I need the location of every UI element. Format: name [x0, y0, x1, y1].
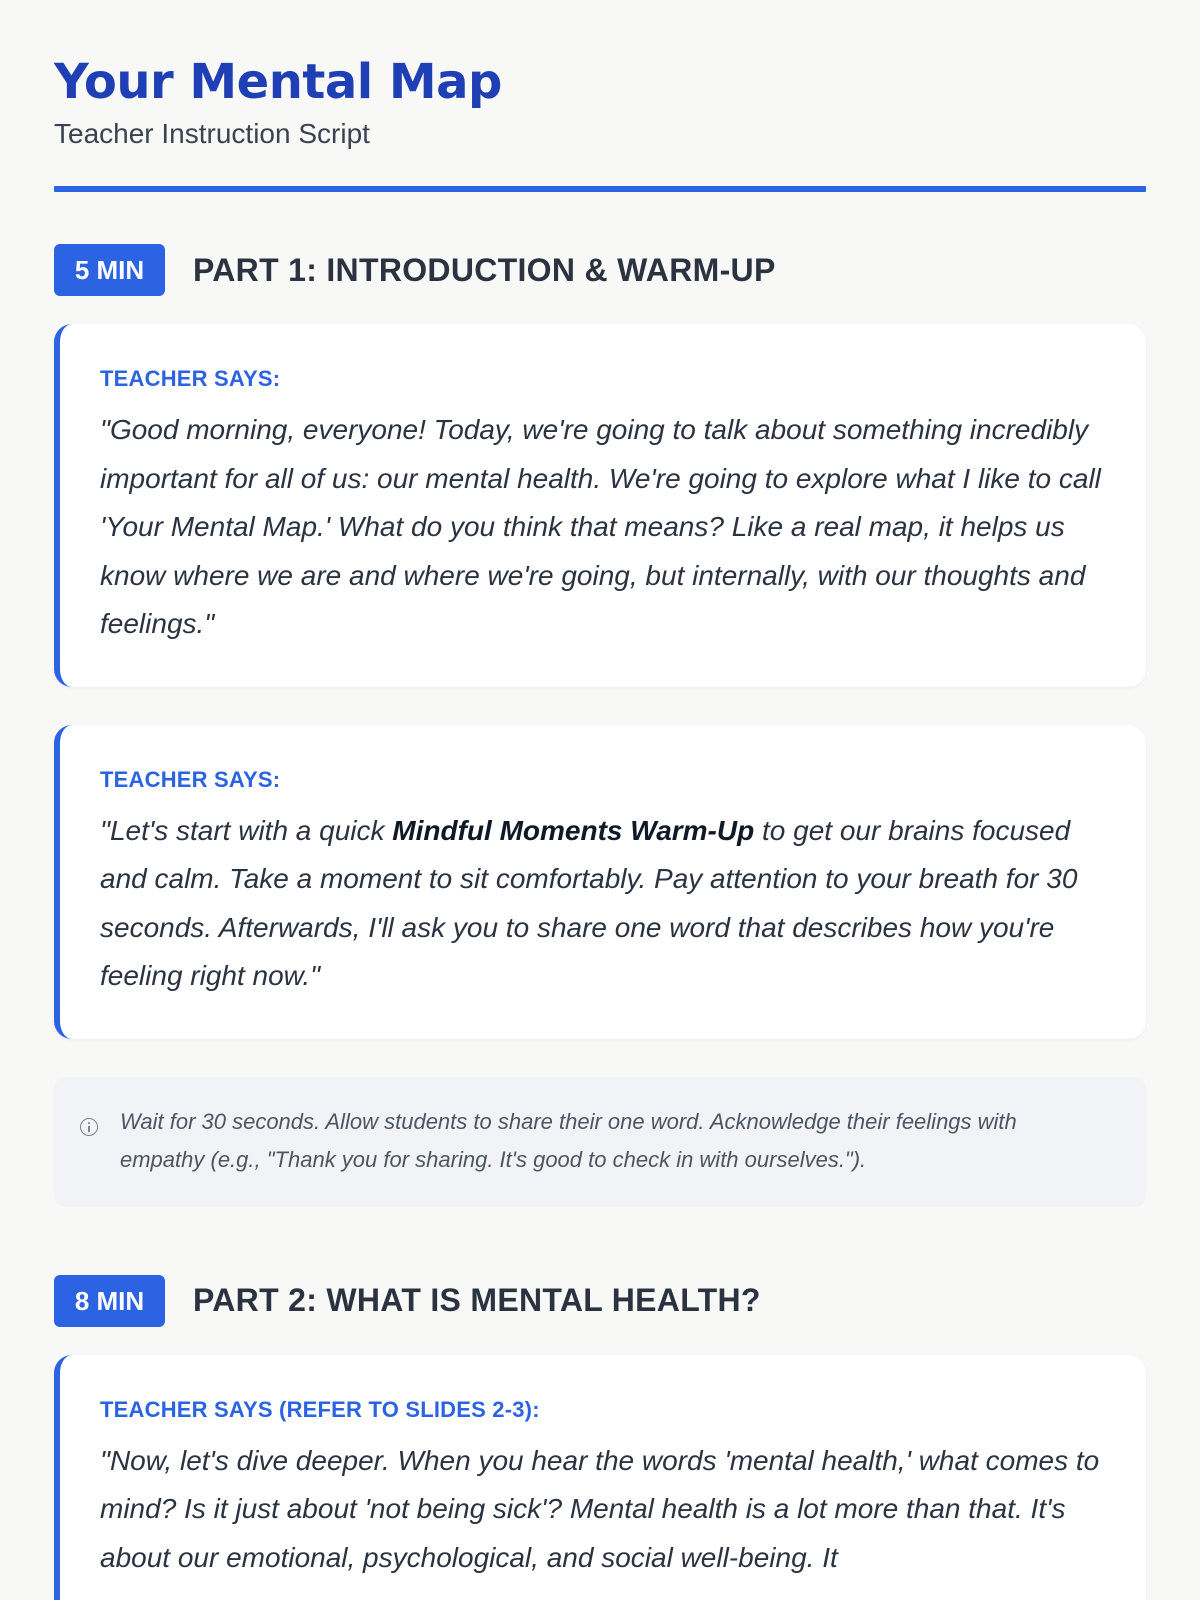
teacher-says-card	[54, 324, 1146, 687]
teacher-quote: "Now, let's dive deeper. When you hear the words 'mental health,' what comes to mind? Is it just about 'not being sick'? Mental health is a lot more than that. It's about our emotional, psychological, and social well-being. It	[100, 1444, 1100, 1573]
teacher-says-label: TEACHER SAYS:	[100, 366, 281, 391]
note-text: Wait for 30 seconds. Allow students to share their one word. Acknowledge their feelings with empathy (e.g., "Thank you for sharing. It's good to check in with ourselves.").	[120, 1108, 1017, 1172]
teacher-quote	[100, 807, 1106, 1001]
quote-text: "Let's start with a quick	[100, 814, 393, 846]
time-badge: 8 MIN	[54, 1275, 165, 1327]
title-divider	[54, 186, 1146, 192]
teacher-says-card	[54, 1355, 1146, 1600]
teacher-says-label: TEACHER SAYS (REFER TO SLIDES 2-3):	[100, 1396, 540, 1422]
time-badge: 5 MIN	[54, 244, 165, 296]
page-subtitle: Teacher Instruction Script	[54, 118, 370, 149]
quote-text: to get our brains focused and calm. Take a moment to sit comfortably. Pay attention to your breath for 30 seconds. Afterwards, I'll ask you to share one word that describes how you're feeling right now."	[100, 814, 1078, 991]
teacher-quote: "Good morning, everyone! Today, we're going to talk about something incredibly important for all of us: our mental health. We're going to explore what I like to call 'Your Mental Map.' What do you think that means? Like a real map, it helps us know where we are and where we're going, but internally, with our thoughts and feelings."	[100, 414, 1101, 639]
info-icon	[80, 1118, 98, 1136]
teacher-says-label: TEACHER SAYS:	[100, 766, 281, 792]
quote-emphasis: Mindful Moments Warm-Up	[392, 814, 755, 846]
section-title: PART 2: WHAT IS MENTAL HEALTH?	[193, 1282, 761, 1318]
section-header-part2	[54, 1275, 1146, 1327]
teacher-note	[54, 1077, 1146, 1207]
section-header-part1	[54, 244, 1146, 296]
teacher-says-card	[54, 725, 1146, 1039]
page-title: Your Mental Map	[54, 54, 502, 110]
section-title: PART 1: INTRODUCTION & WARM-UP	[193, 251, 776, 288]
